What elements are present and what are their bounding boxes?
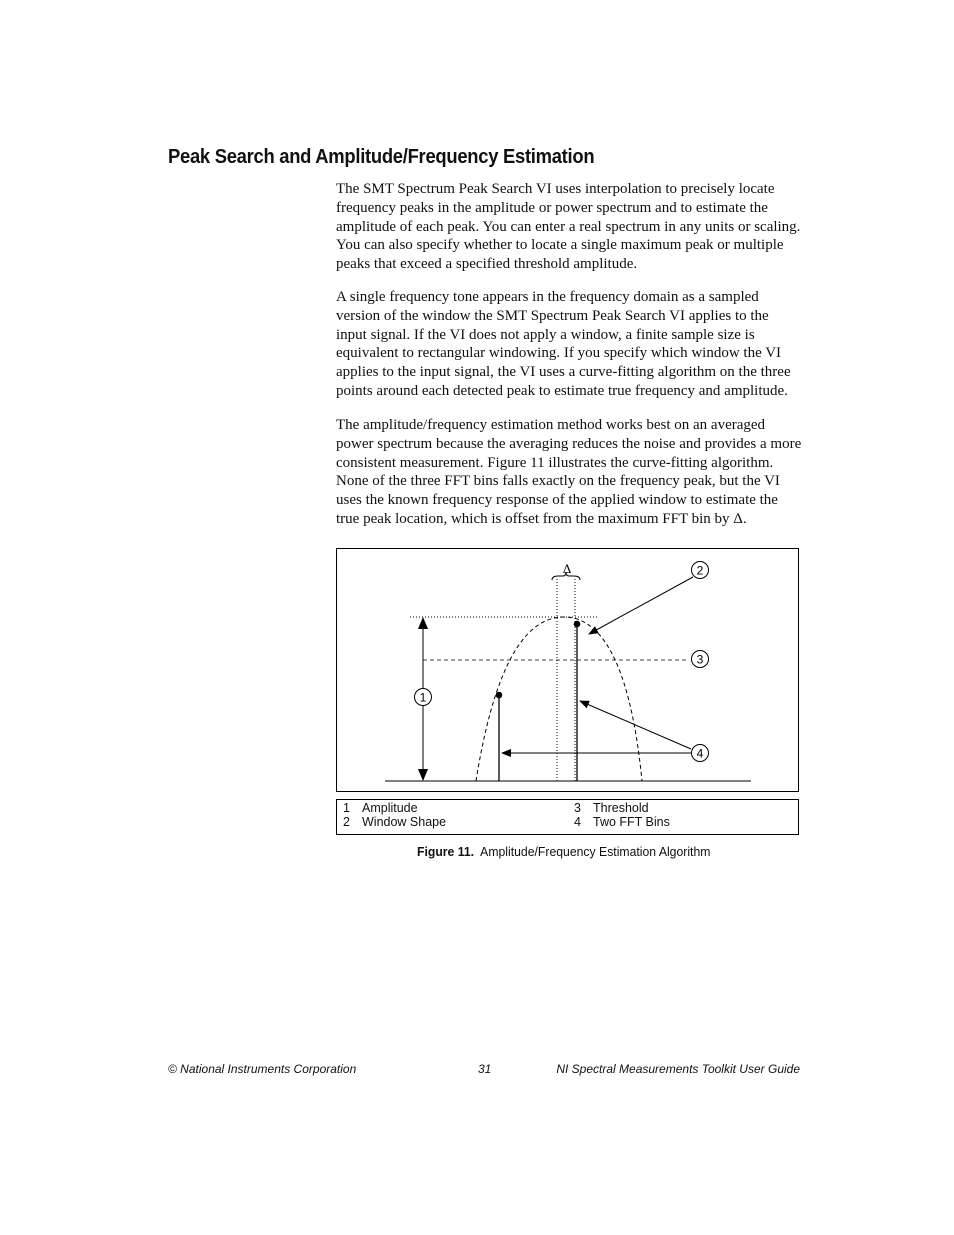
- paragraph-2: A single frequency tone appears in the frequency domain as a sampled version of the window the SMT Spectrum Peak Search VI applies to the input signal. If the VI does not apply a window, a finite sample size is equivalent to rectangular windowing. If you specify which window the VI applies to the input signal, the VI uses a curve-fitting algorithm on the three points around each detected peak to estimate true frequency and amplitude.: [336, 289, 791, 399]
- window-shape-curve: [476, 617, 642, 781]
- legend-number: 4: [574, 815, 581, 829]
- delta-symbol: Δ: [562, 561, 572, 576]
- figure-caption: [417, 844, 710, 859]
- estimation-diagram: [336, 548, 799, 792]
- paragraph-1: The SMT Spectrum Peak Search VI uses interpolation to precisely locate frequency peaks in the amplitude or power spectrum and to estimate the amplitude of each peak. You can enter a real spectrum in any units or scaling. You can also specify whether to locate a single maximum peak or multiple peaks that exceed a specified threshold amplitude.: [336, 181, 801, 273]
- legend-item: [574, 815, 670, 829]
- callout-3-label: 3: [696, 652, 704, 667]
- paragraph-3: The amplitude/frequency estimation method works best on an averaged power spectrum because the averaging reduces the noise and provides a more consistent measurement. Figure 11 illustrates the curve-fitting algorithm. None of the three FFT bins falls exactly on the frequency peak, but the VI uses the known frequency response of the applied window to estimate the true peak location, which is offset from the maximum FFT bin by Δ.: [336, 417, 802, 527]
- legend-label: Threshold: [593, 801, 649, 815]
- figure-caption-text: Amplitude/Frequency Estimation Algorithm: [480, 844, 711, 859]
- footer-copyright: © National Instruments Corporation: [168, 1062, 357, 1076]
- fft-bin-2-dot: [574, 621, 581, 628]
- legend-item: [574, 801, 649, 815]
- legend-label: Window Shape: [362, 815, 447, 829]
- amplitude-arrow-bottom: [418, 769, 428, 781]
- legend-number: 2: [343, 815, 350, 829]
- estimation-diagram-svg: [337, 549, 800, 793]
- figure-caption-label: Figure 11.: [417, 844, 475, 859]
- amplitude-arrow-top: [418, 617, 428, 629]
- callout-1-label: 1: [419, 690, 427, 705]
- legend-item: [343, 801, 418, 815]
- callout-4-arrow-a: [580, 701, 691, 749]
- fft-bin-1-dot: [496, 692, 503, 699]
- callout-2-arrow: [589, 577, 693, 634]
- figure-legend: [336, 799, 799, 835]
- callout-4-label: 4: [696, 746, 704, 761]
- legend-label: Amplitude: [362, 801, 418, 815]
- legend-number: 3: [574, 801, 581, 815]
- callout-2-label: 2: [696, 563, 704, 578]
- legend-label: Two FFT Bins: [593, 815, 670, 829]
- legend-number: 1: [343, 801, 350, 815]
- footer-page-number: 31: [478, 1062, 492, 1076]
- legend-item: [343, 815, 446, 829]
- section-title: Peak Search and Amplitude/Frequency Estimation: [168, 146, 595, 168]
- footer-document-title: NI Spectral Measurements Toolkit User Guide: [556, 1062, 800, 1076]
